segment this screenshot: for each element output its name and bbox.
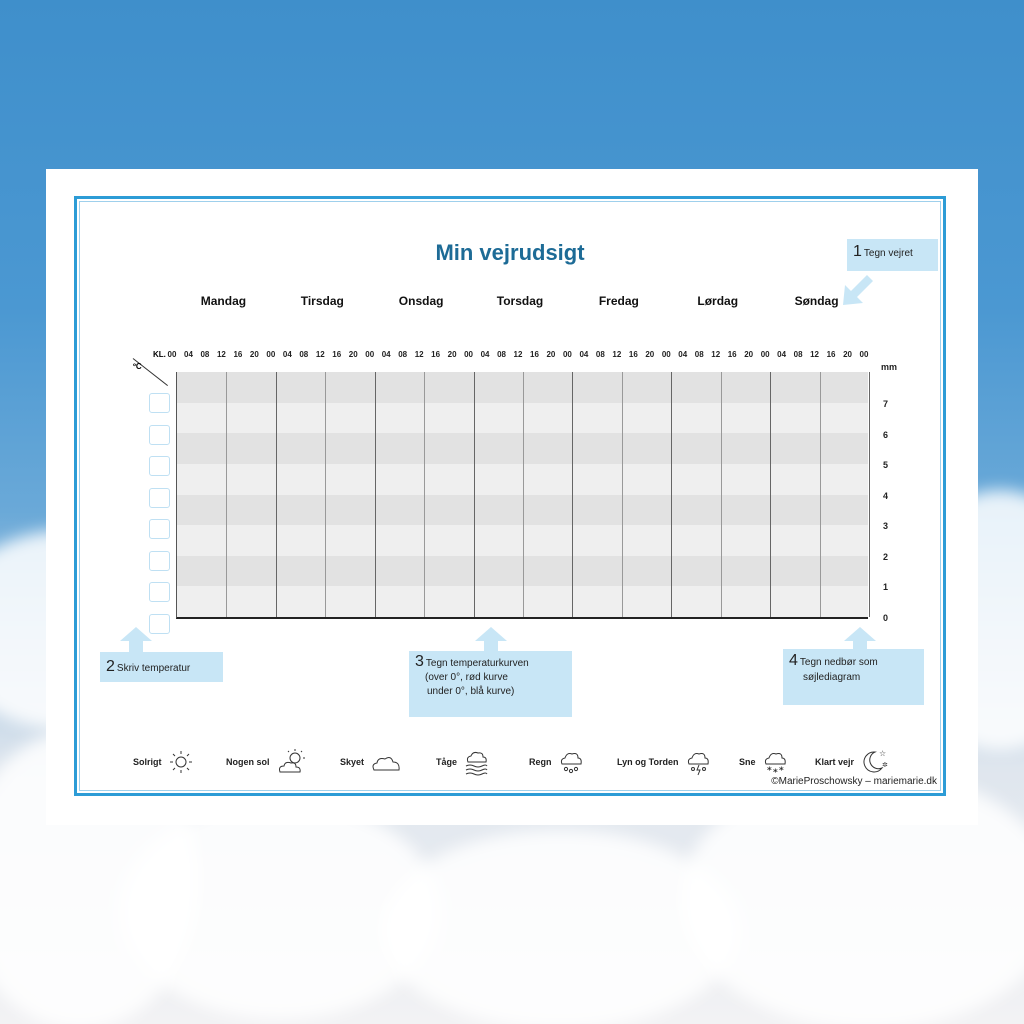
hour-label: 12: [216, 350, 226, 359]
grid-line: [572, 372, 573, 617]
worksheet-card: [46, 169, 978, 825]
callout-text: under 0°, blå kurve): [427, 686, 515, 697]
legend-label: Solrigt: [133, 757, 162, 767]
temperature-box[interactable]: [149, 519, 170, 539]
svg-text:*: *: [766, 766, 772, 776]
hour-label: 12: [612, 350, 622, 359]
hour-label: 16: [628, 350, 638, 359]
precip-tick: 7: [883, 399, 889, 409]
forecast-grid[interactable]: [176, 372, 868, 619]
hour-label: 20: [843, 350, 852, 359]
page-title: Min vejrudsigt: [435, 240, 585, 265]
callout-number: 3: [415, 653, 424, 670]
moon-icon: [860, 748, 888, 776]
hour-label: 20: [447, 350, 457, 359]
precip-tick: 0: [883, 612, 889, 623]
hour-label: 04: [184, 350, 193, 359]
callout-text: Tegn nedbør som: [799, 657, 878, 668]
cloud-icon: [370, 750, 402, 774]
hour-label: 00: [760, 350, 770, 359]
svg-text:*: *: [778, 766, 784, 776]
hour-label: 20: [348, 350, 358, 359]
hour-label: 12: [315, 350, 325, 359]
legend-label: Nogen sol: [226, 757, 270, 767]
grid-line: [523, 372, 524, 617]
callout-number: 4: [789, 652, 798, 669]
hour-label: 04: [282, 350, 292, 359]
svg-text:*: *: [772, 768, 778, 776]
hour-label: 00: [562, 350, 572, 359]
rain-icon: [558, 748, 584, 776]
hour-label: 00: [365, 350, 375, 359]
hour-label: 08: [398, 350, 408, 359]
grid-line: [770, 372, 771, 617]
hour-label: 04: [381, 350, 391, 359]
callout-text: Skriv temperatur: [116, 663, 191, 674]
grid-line: [721, 372, 722, 617]
hour-label: 12: [711, 350, 721, 359]
legend-label: Sne: [739, 757, 756, 767]
worksheet-frame: [74, 196, 946, 796]
callout-temperature-curve: [409, 651, 572, 717]
hour-label: 20: [645, 350, 655, 359]
callout-text: Tegn temperaturkurven: [425, 658, 529, 669]
grid-line: [869, 372, 870, 617]
callout-number: 2: [106, 658, 115, 675]
arrow-up-icon: [119, 625, 153, 655]
day-header: Lørdag: [697, 294, 739, 308]
grid-line: [474, 372, 475, 617]
callout-text: søjlediagram: [803, 672, 861, 683]
hour-label: 16: [233, 350, 243, 359]
axis-corner: [131, 342, 173, 376]
partly-sunny-icon: [276, 748, 306, 776]
hour-label: 20: [546, 350, 556, 359]
callout-text: Tegn vejret: [863, 248, 913, 259]
hour-label: 04: [678, 350, 688, 359]
callout-text: (over 0°, rød kurve: [425, 672, 508, 683]
callout-number: 1: [853, 243, 862, 260]
hour-label: 08: [497, 350, 506, 359]
hour-label: 16: [727, 350, 737, 359]
precip-tick: 6: [883, 429, 889, 440]
hour-label: 12: [810, 350, 820, 359]
precip-tick: 1: [883, 582, 889, 592]
legend-snow: [739, 747, 788, 777]
hour-label: 04: [777, 350, 787, 359]
precip-tick: 5: [883, 460, 889, 470]
day-header: Onsdag: [398, 294, 444, 308]
hour-label: 00: [859, 350, 869, 359]
hour-label: 16: [530, 350, 539, 359]
hour-unit-label: KL.: [153, 350, 166, 359]
hour-label: 12: [513, 350, 523, 359]
legend-cloudy: [340, 747, 402, 777]
hour-label: 16: [826, 350, 836, 359]
legend-sunny: [133, 747, 194, 777]
grid-line: [226, 372, 227, 617]
legend-fog: [436, 747, 489, 777]
precip-tick: 3: [883, 521, 889, 531]
precip-tick: 2: [883, 551, 889, 562]
hour-label: 08: [200, 350, 210, 359]
grid-line: [671, 372, 672, 617]
fog-icon: [463, 748, 489, 776]
hour-label: 08: [299, 350, 309, 359]
day-header: Fredag: [598, 294, 639, 308]
hour-label: 12: [414, 350, 424, 359]
day-header: Tirsdag: [300, 294, 344, 308]
svg-text:☆: ☆: [879, 749, 887, 758]
hour-label: 08: [694, 350, 704, 359]
thunder-icon: [685, 748, 711, 776]
arrow-down-left-icon: [837, 271, 877, 311]
temperature-box[interactable]: [149, 488, 170, 508]
hour-label: 00: [661, 350, 671, 359]
legend-rain: [529, 747, 584, 777]
legend-thunder: [617, 747, 711, 777]
day-header: Mandag: [200, 294, 247, 308]
day-header: Søndag: [794, 294, 839, 308]
hour-label: 00: [266, 350, 276, 359]
callout-draw-weather: [847, 239, 938, 271]
hour-label: 08: [793, 350, 803, 359]
temperature-box[interactable]: [149, 551, 170, 571]
callout-write-temperature: [100, 652, 223, 682]
callout-precipitation-bars: [783, 649, 924, 705]
grid-line: [325, 372, 326, 617]
hour-label: 16: [431, 350, 441, 359]
legend-label: Skyet: [340, 757, 365, 767]
hour-label: 00: [464, 350, 474, 359]
temperature-unit-label: ºC: [133, 362, 142, 371]
temperature-box[interactable]: [149, 582, 170, 602]
temperature-box[interactable]: [149, 393, 170, 413]
precip-tick: 4: [883, 490, 889, 501]
grid-line: [375, 372, 376, 617]
hour-label: 00: [167, 350, 177, 359]
grid-line: [276, 372, 277, 617]
sun-icon: [168, 749, 194, 775]
grid-line: [622, 372, 623, 617]
hour-label: 08: [595, 350, 605, 359]
hour-label: 20: [744, 350, 754, 359]
grid-line: [820, 372, 821, 617]
day-header: Torsdag: [496, 294, 544, 308]
temperature-box[interactable]: [149, 425, 170, 445]
hour-label: 20: [249, 350, 259, 359]
legend-label: Regn: [529, 757, 552, 767]
svg-text:✲: ✲: [882, 761, 888, 769]
legend-partly-sunny: [226, 747, 306, 777]
temperature-box[interactable]: [149, 456, 170, 476]
grid-line: [424, 372, 425, 617]
legend-label: Klart vejr: [815, 757, 855, 767]
copyright-text: ©MarieProschowsky – mariemarie.dk: [771, 776, 937, 787]
hour-label: 04: [579, 350, 589, 359]
legend-label: Lyn og Torden: [617, 757, 679, 767]
legend-label: Tåge: [436, 757, 458, 767]
precip-unit-label: mm: [881, 362, 898, 372]
hour-label: 16: [332, 350, 342, 359]
hour-label: 04: [480, 350, 490, 359]
snow-icon: [762, 748, 788, 776]
legend-clear-night: [815, 747, 888, 777]
